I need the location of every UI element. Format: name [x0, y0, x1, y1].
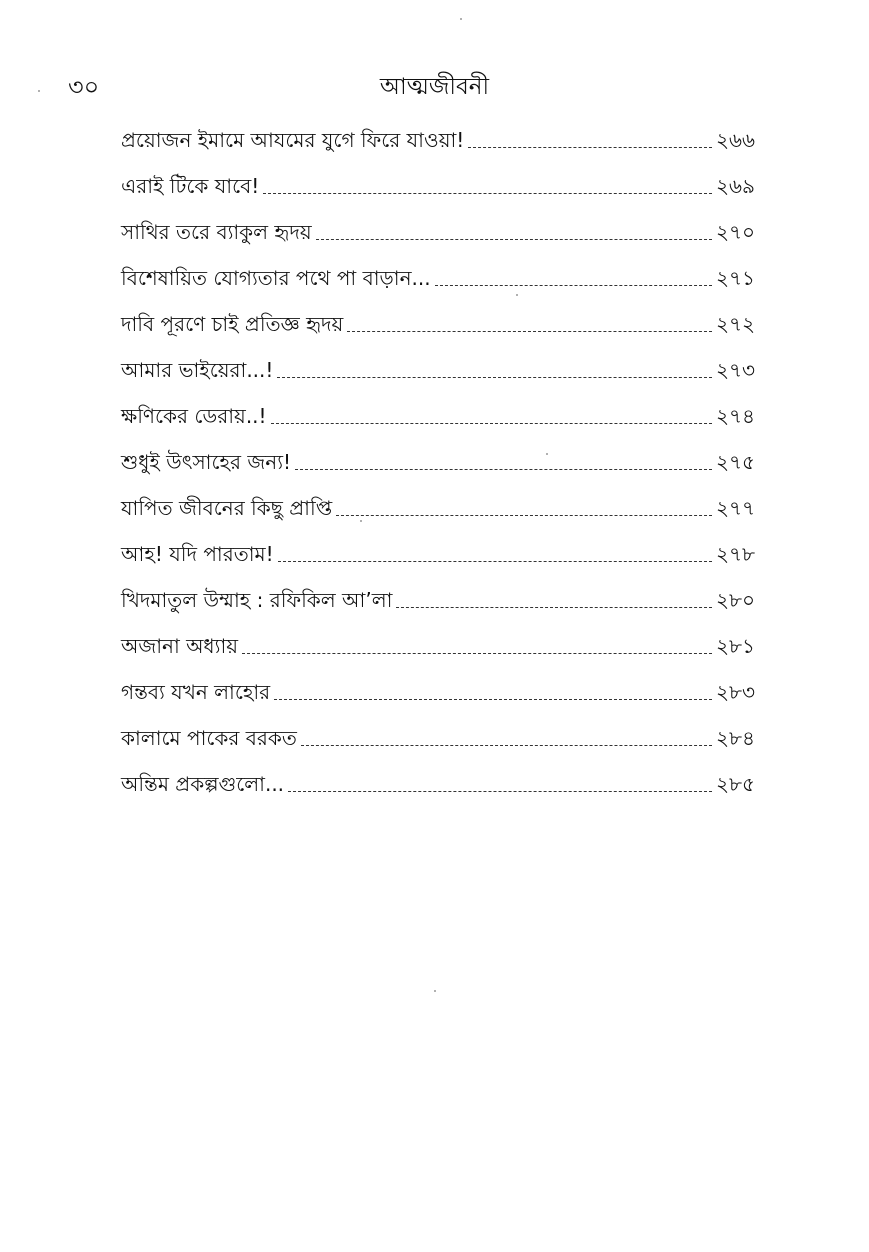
toc-entry-page: ২৮৫ [716, 772, 755, 796]
page-number: ৩০ [68, 73, 100, 101]
toc-dotted-leader [242, 653, 712, 654]
toc-entry [121, 155, 755, 201]
table-of-contents [121, 109, 755, 799]
toc-entry [121, 109, 755, 155]
toc-dotted-leader [468, 147, 712, 148]
toc-entry-page: ২৬৬ [715, 128, 755, 152]
toc-entry-page: ২৭১ [716, 266, 755, 290]
toc-entry [121, 293, 755, 339]
toc-entry-title: আহ! যদি পারতাম! [121, 542, 274, 566]
toc-entry-page: ২৭৩ [715, 358, 755, 382]
toc-entry [121, 385, 755, 431]
toc-dotted-leader [336, 515, 712, 516]
toc-entry [121, 661, 755, 707]
toc-entry-title: শুধুই উৎসাহের জন্য! [121, 450, 292, 474]
toc-entry-page: ২৭৭ [715, 496, 755, 520]
toc-entry [121, 569, 755, 615]
toc-entry-page: ২৭৫ [716, 450, 755, 474]
toc-entry-page: ২৮১ [716, 634, 755, 658]
toc-entry-title: কালামে পাকের বরকত [121, 726, 297, 750]
toc-entry-page: ২৭০ [715, 220, 755, 244]
toc-entry-title: বিশেষায়িত যোগ্যতার পথে পা বাড়ান... [121, 266, 431, 290]
toc-entry [121, 431, 755, 477]
toc-dotted-leader [278, 561, 712, 562]
toc-dotted-leader [295, 469, 712, 470]
toc-entry-title: আমার ভাইয়েরা...! [121, 358, 274, 382]
toc-entry-page: ২৮৩ [716, 680, 755, 704]
toc-entry-title: সাথির তরে ব্যাকুল হৃদয় [121, 220, 312, 244]
toc-entry-title: ক্ষণিকের ডেরায়..! [121, 404, 267, 428]
toc-entry-page: ২৭৪ [716, 404, 755, 428]
scan-speck [38, 90, 40, 92]
toc-entry [121, 753, 755, 799]
toc-entry-page: ২৭৮ [716, 542, 755, 566]
toc-entry-page: ২৮০ [716, 588, 755, 612]
toc-dotted-leader [396, 607, 712, 608]
toc-dotted-leader [301, 745, 712, 746]
toc-dotted-leader [316, 239, 712, 240]
toc-entry [121, 201, 755, 247]
toc-entry-title: গন্তব্য যখন লাহোর [121, 680, 271, 704]
toc-entry-page: ২৭২ [715, 312, 755, 336]
toc-dotted-leader [347, 331, 712, 332]
running-head: আত্মজীবনী [379, 74, 490, 100]
toc-dotted-leader [277, 377, 712, 378]
toc-entry [121, 615, 755, 661]
toc-dotted-leader [263, 193, 712, 194]
toc-entry [121, 339, 755, 385]
toc-entry-title: প্রয়োজন ইমামে আযমের যুগে ফিরে যাওয়া! [121, 128, 465, 152]
toc-entry [121, 247, 755, 293]
toc-dotted-leader [288, 791, 712, 792]
toc-dotted-leader [274, 699, 712, 700]
toc-entry-title: দাবি পূরণে চাই প্রতিজ্ঞ হৃদয় [121, 312, 344, 336]
toc-entry [121, 477, 755, 523]
toc-dotted-leader [435, 285, 712, 286]
toc-entry-title: অন্তিম প্রকল্পগুলো... [121, 772, 285, 796]
toc-entry-title: অজানা অধ্যায় [121, 634, 239, 658]
toc-entry [121, 707, 755, 753]
toc-entry-page: ২৬৯ [716, 174, 755, 198]
toc-entry-title: যাপিত জীবনের কিছু প্রাপ্তি [121, 496, 333, 520]
toc-entry [121, 523, 755, 569]
toc-entry-title: খিদমাতুল উম্মাহ : রফিকিল আ’লা [121, 588, 393, 612]
toc-dotted-leader [271, 423, 712, 424]
toc-entry-page: ২৮৪ [716, 726, 755, 750]
scan-speck [460, 18, 462, 20]
toc-entry-title: এরাই টিকে যাবে! [121, 174, 260, 198]
scan-speck [434, 990, 436, 992]
